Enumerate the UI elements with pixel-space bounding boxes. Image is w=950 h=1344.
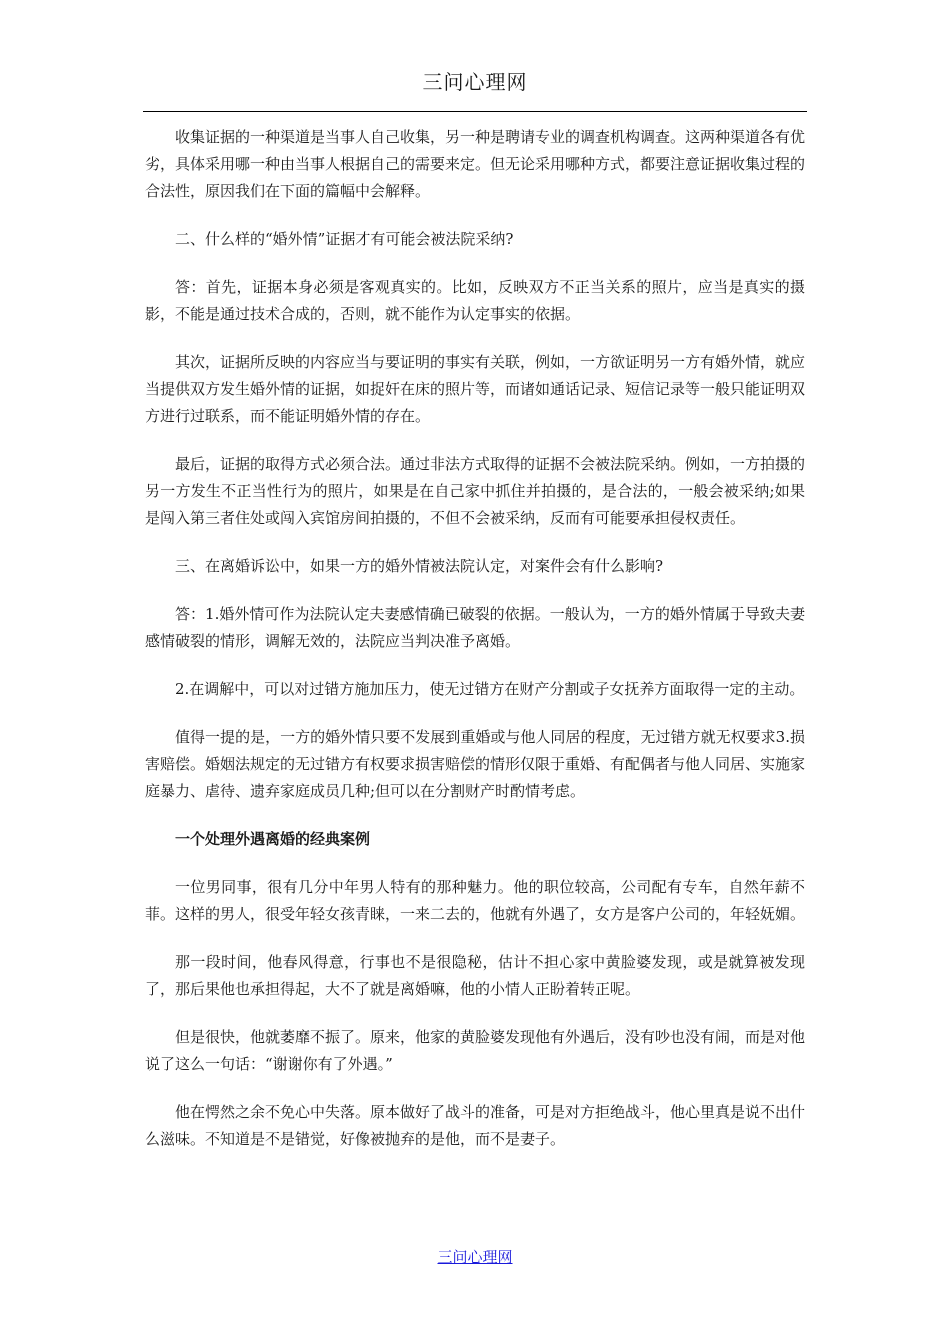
question-three: 三、在离婚诉讼中，如果一方的婚外情被法院认定，对案件会有什么影响? [175,557,664,575]
question-two: 二、什么样的“婚外情”证据才有可能会被法院采纳? [175,230,514,248]
answer-point-one: 答：1.婚外情可作为法院认定夫妻感情确已破裂的依据。一般认为，一方的婚外情属于导致夫妻感情破裂的情形，调解无效的，法院应当判决准予离婚。 [145,605,805,650]
case-paragraph-2: 那一段时间，他春风得意，行事也不是很隐秘，估计不担心家中黄脸婆发现，或是就算被发现了，那后果他也承担得起，大不了就是离婚嘛，他的小情人正盼着转正呢。 [145,953,805,998]
case-paragraph-4: 他在愕然之余不免心中失落。原本做好了战斗的准备，可是对方拒绝战斗，他心里真是说不出什么滋味。不知道是不是错觉，好像被抛弃的是他，而不是妻子。 [145,1103,806,1148]
case-paragraph-1: 一位男同事，很有几分中年男人特有的那种魅力。他的职位较高，公司配有专车，自然年薪不菲。这样的男人，很受年轻女孩青睐，一来二去的，他就有外遇了，女方是客户公司的，年轻妩媚。 [145,878,806,923]
answer-objective-truth: 答：首先，证据本身必须是客观真实的。比如，反映双方不正当关系的照片，应当是真实的摄影，不能是通过技术合成的，否则，就不能作为认定事实的依据。 [145,278,805,323]
footer [0,1246,950,1267]
case-paragraph-3: 但是很快，他就萎靡不振了。原来，他家的黄脸婆发现他有外遇后，没有吵也没有闹，而是对他说了这么一句话：“谢谢你有了外遇。” [145,1028,806,1073]
article-body [145,124,805,1174]
paragraph-legality: 最后，证据的取得方式必须合法。通过非法方式取得的证据不会被法院采纳。例如，一方拍摄的另一方发生不正当性行为的照片，如果是在自己家中抓住并拍摄的，是合法的，一般会被采纳;如果是闯入第三者住处或闯入宾馆房间拍摄的，不但不会被采纳，反而有可能要承担侵权责任。 [145,455,806,527]
answer-point-two: 2.在调解中，可以对过错方施加压力，使无过错方在财产分割或子女抚养方面取得一定的主动。 [175,680,805,698]
paragraph-evidence-channels: 收集证据的一种渠道是当事人自己收集，另一种是聘请专业的调查机构调查。这两种渠道各有优劣，具体采用哪一种由当事人根据自己的需要来定。但无论采用哪种方式，都要注意证据收集过程的合法性，原因我们在下面的篇幅中会解释。 [145,128,806,200]
paragraph-relevance: 其次，证据所反映的内容应当与要证明的事实有关联，例如，一方欲证明另一方有婚外情，就应当提供双方发生婚外情的证据，如捉奸在床的照片等，而诸如通话记录、短信记录等一般只能证明双方进行过联系，而不能证明婚外情的存在。 [145,353,806,425]
footer-site-link[interactable]: 三问心理网 [437,1248,513,1266]
page-header-title: 三问心理网 [422,70,528,94]
header-divider [143,111,807,112]
case-heading: 一个处理外遇离婚的经典案例 [175,830,371,848]
paragraph-damages: 值得一提的是，一方的婚外情只要不发展到重婚或与他人同居的程度，无过错方就无权要求3.损害赔偿。婚姻法规定的无过错方有权要求损害赔偿的情形仅限于重婚、有配偶者与他人同居、实施家庭暴力、虐待、遗弃家庭成员几种;但可以在分割财产时酌情考虑。 [145,728,806,800]
